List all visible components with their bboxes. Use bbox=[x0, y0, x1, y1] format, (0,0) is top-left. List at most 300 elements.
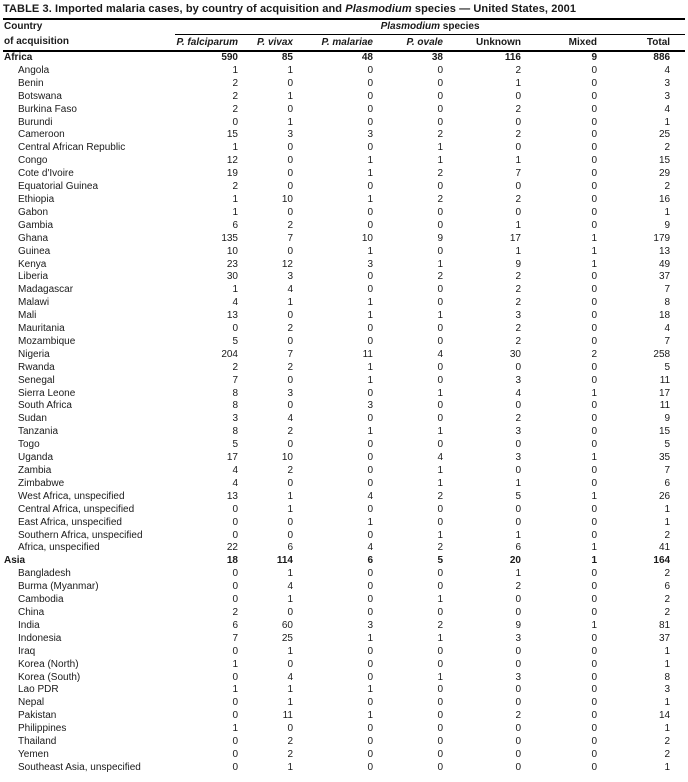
cell-value: 1 bbox=[591, 619, 597, 631]
cell-value: 0 bbox=[515, 516, 521, 528]
cell-value: 0 bbox=[287, 439, 293, 451]
cell-value: 4 bbox=[367, 490, 373, 502]
cell-value: 12 bbox=[226, 155, 238, 167]
cell-value: 116 bbox=[504, 52, 521, 63]
cell-value: 0 bbox=[437, 323, 443, 335]
cell-country: Thailand bbox=[18, 736, 57, 748]
cell-value: 0 bbox=[367, 503, 373, 515]
cell-value: 13 bbox=[226, 310, 238, 322]
cell-value: 0 bbox=[367, 452, 373, 464]
cell-value: 0 bbox=[287, 723, 293, 735]
table-row bbox=[3, 452, 685, 465]
cell-value: 1 bbox=[591, 245, 597, 257]
cell-value: 2 bbox=[287, 465, 293, 476]
cell-value: 4 bbox=[287, 284, 293, 296]
cell-value: 18 bbox=[658, 310, 671, 322]
cell-value: 0 bbox=[367, 529, 373, 541]
cell-value: 2 bbox=[515, 64, 521, 76]
cell-country: Central African Republic bbox=[18, 142, 126, 154]
cell-value: 2 bbox=[664, 748, 671, 760]
cell-value: 1 bbox=[664, 658, 671, 670]
cell-value: 1 bbox=[367, 684, 373, 696]
cell-value: 0 bbox=[591, 64, 597, 76]
table-row bbox=[3, 581, 685, 594]
cell-value: 0 bbox=[437, 374, 443, 386]
cell-value: 0 bbox=[232, 736, 238, 748]
cell-value: 3 bbox=[367, 258, 373, 270]
cell-value: 2 bbox=[287, 426, 293, 438]
cell-value: 0 bbox=[591, 90, 597, 102]
cell-country: Kenya bbox=[18, 258, 47, 270]
cell-value: 0 bbox=[437, 284, 443, 296]
table-row bbox=[3, 181, 685, 194]
cell-value: 2 bbox=[232, 103, 238, 115]
cell-value: 2 bbox=[515, 297, 521, 309]
cell-value: 0 bbox=[591, 529, 597, 541]
cell-value: 0 bbox=[437, 645, 443, 657]
cell-value: 204 bbox=[221, 348, 238, 360]
cell-country: Iraq bbox=[18, 645, 36, 657]
cell-value: 0 bbox=[591, 323, 597, 335]
cell-value: 0 bbox=[591, 271, 597, 283]
cell-value: 2 bbox=[515, 335, 521, 347]
cell-value: 0 bbox=[287, 658, 293, 670]
cell-value: 7 bbox=[664, 284, 671, 296]
column-header-vivax: P. vivax bbox=[240, 35, 295, 52]
cell-value: 0 bbox=[367, 658, 373, 670]
cell-value: 0 bbox=[437, 439, 443, 451]
cell-value: 0 bbox=[367, 142, 373, 154]
cell-value: 0 bbox=[367, 206, 373, 218]
cell-value: 0 bbox=[591, 697, 597, 709]
cell-value: 13 bbox=[658, 245, 671, 257]
cell-value: 1 bbox=[437, 465, 443, 476]
cell-value: 23 bbox=[226, 258, 238, 270]
cell-country: West Africa, unspecified bbox=[18, 490, 125, 502]
cell-value: 0 bbox=[367, 581, 373, 593]
cell-value: 258 bbox=[653, 348, 671, 360]
cell-value: 0 bbox=[591, 168, 597, 180]
cell-value: 11 bbox=[362, 348, 373, 360]
cell-value: 0 bbox=[367, 284, 373, 296]
cell-value: 5 bbox=[232, 335, 238, 347]
cell-country: Cote d'Ivoire bbox=[18, 168, 74, 180]
cell-country: Rwanda bbox=[18, 361, 55, 373]
cell-value: 3 bbox=[367, 400, 373, 412]
cell-country: Pakistan bbox=[18, 710, 57, 722]
cell-value: 1 bbox=[437, 477, 443, 489]
cell-value: 0 bbox=[287, 335, 293, 347]
cell-value: 6 bbox=[232, 219, 238, 231]
cell-value: 0 bbox=[232, 581, 238, 593]
cell-value: 9 bbox=[515, 619, 521, 631]
cell-value: 0 bbox=[367, 439, 373, 451]
cell-value: 1 bbox=[437, 594, 443, 606]
cell-value: 0 bbox=[367, 219, 373, 231]
table-title-species-italic: Plasmodium bbox=[345, 3, 412, 15]
table-row bbox=[3, 762, 685, 775]
cell-value: 7 bbox=[232, 374, 238, 386]
cell-value: 0 bbox=[515, 116, 521, 128]
cell-value: 0 bbox=[367, 77, 373, 89]
cell-value: 0 bbox=[437, 297, 443, 309]
table-row bbox=[3, 375, 685, 388]
table-row bbox=[3, 439, 685, 452]
cell-value: 9 bbox=[515, 258, 521, 270]
table-row bbox=[3, 323, 685, 336]
cell-value: 2 bbox=[664, 606, 671, 618]
cell-value: 0 bbox=[287, 103, 293, 115]
cell-value: 590 bbox=[221, 52, 238, 63]
cell-value: 5 bbox=[664, 361, 671, 373]
cell-value: 3 bbox=[515, 374, 521, 386]
cell-value: 1 bbox=[437, 529, 443, 541]
cell-country: Ethiopia bbox=[18, 193, 55, 205]
cell-value: 7 bbox=[664, 335, 671, 347]
cell-value: 0 bbox=[367, 748, 373, 760]
cell-value: 2 bbox=[287, 219, 293, 231]
cell-value: 1 bbox=[591, 387, 597, 399]
cell-value: 1 bbox=[287, 697, 293, 709]
table-row bbox=[3, 91, 685, 104]
cell-value: 0 bbox=[232, 671, 238, 683]
cell-value: 1 bbox=[437, 155, 443, 167]
cell-value: 0 bbox=[591, 206, 597, 218]
cell-value: 1 bbox=[591, 555, 597, 567]
cell-value: 0 bbox=[232, 116, 238, 128]
species-group-rest: species bbox=[440, 21, 480, 32]
column-header-total: Total bbox=[599, 35, 685, 52]
cell-value: 0 bbox=[437, 697, 443, 709]
cell-value: 1 bbox=[287, 761, 293, 773]
cell-value: 2 bbox=[437, 168, 443, 180]
cell-country: Tanzania bbox=[18, 426, 59, 438]
table-row bbox=[3, 400, 685, 413]
cell-value: 2 bbox=[232, 90, 238, 102]
cell-value: 41 bbox=[658, 542, 671, 554]
cell-value: 0 bbox=[591, 193, 597, 205]
cell-value: 1 bbox=[437, 426, 443, 438]
cell-value: 26 bbox=[658, 490, 671, 502]
cell-value: 1 bbox=[591, 490, 597, 502]
cell-country: Central Africa, unspecified bbox=[18, 503, 135, 515]
cell-country: Zambia bbox=[18, 465, 52, 476]
cell-country: Korea (North) bbox=[18, 658, 79, 670]
cell-value: 0 bbox=[437, 748, 443, 760]
table-row bbox=[3, 246, 685, 259]
cell-value: 0 bbox=[591, 645, 597, 657]
cell-value: 20 bbox=[509, 555, 521, 567]
cell-value: 0 bbox=[287, 374, 293, 386]
cell-value: 1 bbox=[367, 168, 373, 180]
cell-value: 0 bbox=[232, 697, 238, 709]
cell-value: 8 bbox=[232, 426, 238, 438]
cell-value: 1 bbox=[232, 64, 238, 76]
cell-value: 0 bbox=[367, 387, 373, 399]
cell-value: 0 bbox=[591, 374, 597, 386]
cell-value: 0 bbox=[515, 761, 521, 773]
cell-value: 179 bbox=[653, 232, 671, 244]
cell-value: 0 bbox=[437, 400, 443, 412]
cell-value: 29 bbox=[658, 168, 671, 180]
cell-value: 0 bbox=[515, 400, 521, 412]
cell-value: 0 bbox=[515, 439, 521, 451]
cell-value: 9 bbox=[664, 413, 671, 425]
cell-value: 0 bbox=[437, 361, 443, 373]
cell-country: South Africa bbox=[18, 400, 72, 412]
cell-value: 0 bbox=[287, 181, 293, 193]
cell-value: 1 bbox=[287, 568, 293, 580]
cell-value: 9 bbox=[437, 232, 443, 244]
cell-value: 0 bbox=[515, 723, 521, 735]
cell-value: 6 bbox=[664, 581, 671, 593]
cell-value: 0 bbox=[515, 206, 521, 218]
cell-country: Indonesia bbox=[18, 632, 62, 644]
cell-value: 0 bbox=[591, 413, 597, 425]
cell-value: 17 bbox=[509, 232, 521, 244]
table-row bbox=[3, 65, 685, 78]
cell-value: 3 bbox=[515, 632, 521, 644]
cell-value: 16 bbox=[658, 193, 671, 205]
table-row bbox=[3, 194, 685, 207]
cell-value: 0 bbox=[287, 529, 293, 541]
cell-value: 2 bbox=[664, 736, 671, 748]
cell-value: 6 bbox=[232, 619, 238, 631]
table-row bbox=[3, 672, 685, 685]
cell-value: 3 bbox=[367, 619, 373, 631]
cell-value: 0 bbox=[437, 658, 443, 670]
cell-value: 0 bbox=[287, 310, 293, 322]
cell-value: 0 bbox=[437, 77, 443, 89]
cell-value: 0 bbox=[437, 710, 443, 722]
cell-value: 2 bbox=[664, 568, 671, 580]
cell-value: 0 bbox=[367, 671, 373, 683]
table-row bbox=[3, 129, 685, 142]
column-header-country-line1: Country bbox=[4, 21, 43, 32]
cell-value: 1 bbox=[232, 142, 238, 154]
cell-value: 5 bbox=[232, 439, 238, 451]
cell-value: 0 bbox=[591, 568, 597, 580]
cell-value: 1 bbox=[367, 310, 373, 322]
column-header-falciparum: P. falciparum bbox=[175, 35, 240, 52]
table-row bbox=[3, 517, 685, 530]
cell-country: Burkina Faso bbox=[18, 103, 77, 115]
cell-value: 2 bbox=[287, 736, 293, 748]
cell-value: 37 bbox=[658, 271, 671, 283]
table-row bbox=[3, 620, 685, 633]
table-row bbox=[3, 310, 685, 323]
cell-value: 0 bbox=[515, 748, 521, 760]
cell-value: 1 bbox=[232, 684, 238, 696]
cell-value: 10 bbox=[281, 193, 293, 205]
cell-value: 7 bbox=[515, 168, 521, 180]
table-body bbox=[3, 51, 685, 775]
cell-value: 1 bbox=[515, 155, 521, 167]
cell-value: 1 bbox=[367, 632, 373, 644]
table-row bbox=[3, 51, 685, 65]
table-row bbox=[3, 259, 685, 272]
cell-value: 0 bbox=[591, 400, 597, 412]
cell-value: 4 bbox=[664, 103, 671, 115]
cell-value: 49 bbox=[658, 258, 671, 270]
cell-value: 60 bbox=[281, 619, 293, 631]
cell-value: 0 bbox=[287, 142, 293, 154]
table-title-suffix: species — United States, 2001 bbox=[411, 3, 577, 15]
table-row bbox=[3, 504, 685, 517]
cell-value: 0 bbox=[591, 594, 597, 606]
cell-value: 4 bbox=[664, 64, 671, 76]
cell-value: 1 bbox=[287, 297, 293, 309]
cell-value: 0 bbox=[591, 761, 597, 773]
cell-value: 2 bbox=[515, 710, 521, 722]
cell-country: Gabon bbox=[18, 206, 49, 218]
cell-value: 1 bbox=[367, 426, 373, 438]
cell-value: 6 bbox=[367, 555, 373, 567]
cell-value: 2 bbox=[515, 581, 521, 593]
cell-value: 1 bbox=[367, 245, 373, 257]
cell-value: 30 bbox=[226, 271, 238, 283]
cell-country: Guinea bbox=[18, 245, 51, 257]
cell-value: 0 bbox=[591, 736, 597, 748]
cell-value: 0 bbox=[591, 465, 597, 476]
cell-value: 0 bbox=[232, 710, 238, 722]
cell-value: 1 bbox=[437, 258, 443, 270]
cell-value: 0 bbox=[591, 477, 597, 489]
cell-country: Botswana bbox=[18, 90, 62, 102]
cell-value: 0 bbox=[367, 116, 373, 128]
cell-country: Lao PDR bbox=[18, 684, 59, 696]
cell-value: 0 bbox=[232, 645, 238, 657]
cell-country: Mali bbox=[18, 310, 37, 322]
cell-value: 1 bbox=[367, 155, 373, 167]
cell-value: 0 bbox=[515, 142, 521, 154]
cell-value: 0 bbox=[367, 465, 373, 476]
cell-country: Madagascar bbox=[18, 284, 74, 296]
cell-value: 1 bbox=[287, 503, 293, 515]
table-row bbox=[3, 723, 685, 736]
table-row bbox=[3, 633, 685, 646]
cell-country: Bangladesh bbox=[18, 568, 71, 580]
cell-value: 2 bbox=[515, 193, 521, 205]
cell-value: 4 bbox=[664, 323, 671, 335]
cell-value: 0 bbox=[437, 206, 443, 218]
cell-value: 1 bbox=[515, 77, 521, 89]
cell-value: 4 bbox=[232, 477, 238, 489]
cell-value: 0 bbox=[591, 658, 597, 670]
cell-value: 0 bbox=[437, 761, 443, 773]
cell-value: 1 bbox=[591, 258, 597, 270]
cell-country: East Africa, unspecified bbox=[18, 516, 122, 528]
cell-value: 0 bbox=[515, 606, 521, 618]
cell-value: 10 bbox=[226, 245, 238, 257]
cell-country: Angola bbox=[18, 64, 50, 76]
cell-value: 4 bbox=[232, 297, 238, 309]
cell-value: 1 bbox=[664, 503, 671, 515]
cell-value: 2 bbox=[232, 606, 238, 618]
cell-value: 0 bbox=[287, 245, 293, 257]
cell-value: 0 bbox=[591, 723, 597, 735]
cell-country: Southeast Asia, unspecified bbox=[18, 761, 141, 773]
cell-value: 4 bbox=[515, 387, 521, 399]
cell-value: 0 bbox=[591, 606, 597, 618]
species-group-header bbox=[175, 19, 685, 35]
table-row bbox=[3, 413, 685, 426]
cell-value: 7 bbox=[287, 232, 293, 244]
cell-country: Equatorial Guinea bbox=[18, 181, 99, 193]
cell-value: 2 bbox=[515, 284, 521, 296]
cell-value: 2 bbox=[437, 271, 443, 283]
cell-value: 18 bbox=[226, 555, 238, 567]
cell-value: 0 bbox=[515, 465, 521, 476]
cell-value: 0 bbox=[437, 64, 443, 76]
cell-value: 0 bbox=[367, 103, 373, 115]
cell-value: 0 bbox=[591, 297, 597, 309]
cell-country: Uganda bbox=[18, 452, 54, 464]
cell-value: 0 bbox=[437, 413, 443, 425]
table-row bbox=[3, 542, 685, 555]
cell-value: 3 bbox=[515, 671, 521, 683]
cell-value: 0 bbox=[591, 632, 597, 644]
cell-value: 0 bbox=[367, 181, 373, 193]
cell-value: 1 bbox=[515, 219, 521, 231]
cell-value: 1 bbox=[367, 516, 373, 528]
cell-value: 1 bbox=[287, 645, 293, 657]
cell-country: Mozambique bbox=[18, 335, 76, 347]
cell-value: 0 bbox=[591, 748, 597, 760]
column-header-unknown: Unknown bbox=[445, 35, 523, 52]
cell-value: 3 bbox=[664, 77, 671, 89]
cell-value: 1 bbox=[437, 142, 443, 154]
cell-country: Senegal bbox=[18, 374, 55, 386]
cell-value: 2 bbox=[287, 748, 293, 760]
table-row bbox=[3, 233, 685, 246]
cell-value: 9 bbox=[591, 52, 597, 63]
cell-value: 2 bbox=[515, 413, 521, 425]
cell-value: 2 bbox=[437, 193, 443, 205]
table-row bbox=[3, 349, 685, 362]
table-row bbox=[3, 736, 685, 749]
cell-value: 0 bbox=[367, 723, 373, 735]
cell-value: 5 bbox=[664, 439, 671, 451]
cell-value: 0 bbox=[591, 181, 597, 193]
cell-value: 3 bbox=[515, 452, 521, 464]
cell-value: 4 bbox=[232, 465, 238, 476]
cell-value: 2 bbox=[437, 542, 443, 554]
table-row bbox=[3, 388, 685, 401]
cell-value: 3 bbox=[664, 90, 671, 102]
cell-country: Ghana bbox=[18, 232, 49, 244]
cell-value: 3 bbox=[664, 684, 671, 696]
cell-value: 1 bbox=[367, 710, 373, 722]
table-row bbox=[3, 710, 685, 723]
cell-value: 0 bbox=[591, 335, 597, 347]
cell-value: 2 bbox=[287, 361, 293, 373]
cell-value: 0 bbox=[232, 516, 238, 528]
cell-value: 1 bbox=[437, 387, 443, 399]
table-row bbox=[3, 426, 685, 439]
cell-value: 22 bbox=[226, 542, 238, 554]
cell-value: 1 bbox=[664, 723, 671, 735]
cell-value: 1 bbox=[367, 297, 373, 309]
cell-value: 0 bbox=[367, 736, 373, 748]
cell-value: 0 bbox=[287, 516, 293, 528]
cell-value: 11 bbox=[659, 374, 671, 386]
cell-value: 1 bbox=[664, 645, 671, 657]
cell-country: Philippines bbox=[18, 723, 67, 735]
cell-value: 2 bbox=[515, 323, 521, 335]
cell-value: 1 bbox=[287, 116, 293, 128]
cell-value: 0 bbox=[591, 155, 597, 167]
